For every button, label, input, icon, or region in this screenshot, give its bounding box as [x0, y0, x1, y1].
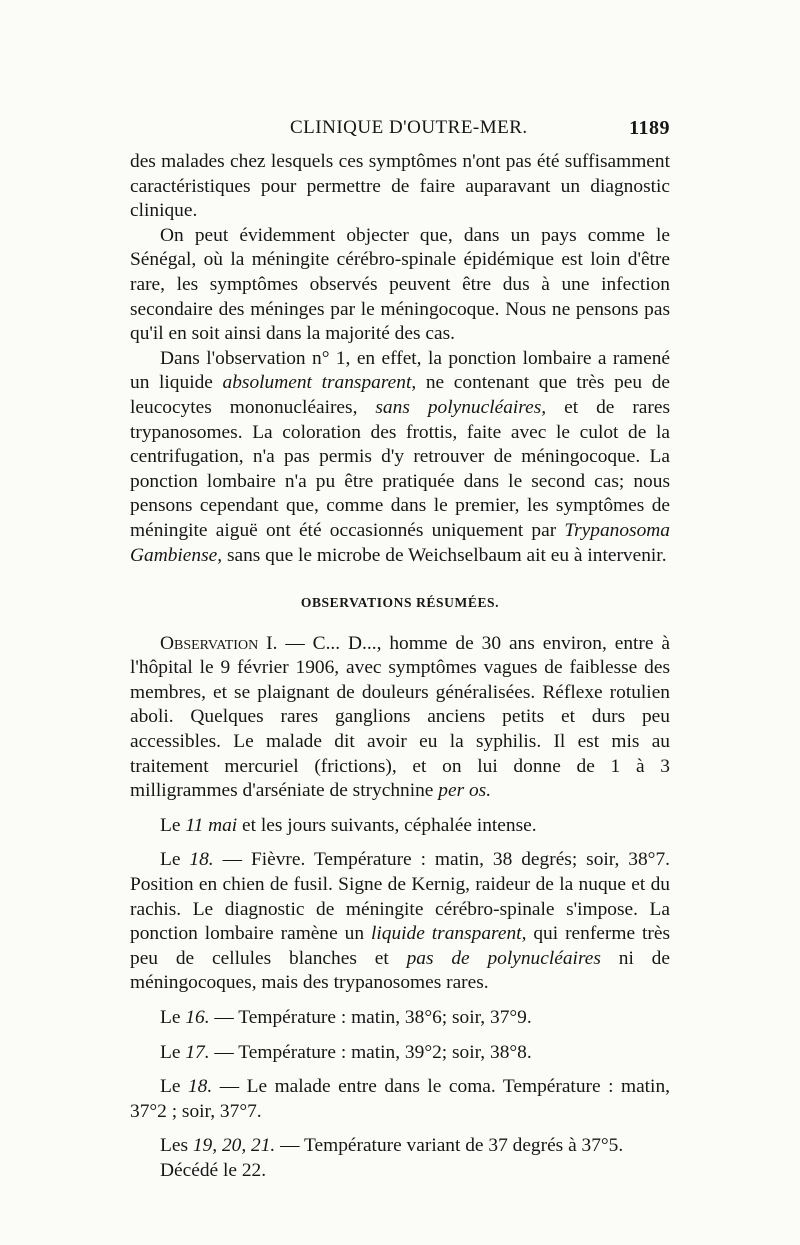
- observation-label: Observation: [160, 632, 259, 654]
- o4-text-c: — Température : matin, 38°6; soir, 37°9.: [209, 1007, 532, 1028]
- p3-italic-b: absolument transparent: [222, 372, 412, 394]
- o2-text-c: et les jours suivants, céphalée intense.: [237, 814, 537, 836]
- o4-italic-b: 16.: [185, 1007, 210, 1028]
- running-title: CLINIQUE D'OUTRE-MER.: [290, 117, 528, 138]
- o4-text-a: Le: [160, 1007, 186, 1028]
- o3-text-g: ni de méningocoques, mais des trypanosomes rares.: [130, 947, 670, 994]
- o2-italic-b: 11 mai: [185, 814, 238, 836]
- o3-text-e: qui renferme très peu de cellules blanches et: [130, 923, 670, 969]
- o3-text-c: — Fièvre. Température : matin, 38 degrés; soir, 38°7. Position en chien de fusil. Signe de Kernig, raideur de la nuque et du rachis. Le diagnostic de méningite cérébro-spinale s'impose. La ponction lombaire ramène un: [130, 849, 670, 945]
- paragraph-continued: des malades chez lesquels ces symptômes n'ont pas été suffisamment caractéristiques pour permettre de faire auparavant un diagnostic clinique.: [130, 151, 670, 222]
- o3-italic-f: pas de polynucléaires: [406, 947, 601, 969]
- observation-entry-19-21: [130, 1134, 670, 1159]
- o7-italic-b: 19, 20, 21.: [192, 1135, 276, 1157]
- o5-italic-b: 17.: [185, 1041, 210, 1063]
- o3-italic-b: 18.: [189, 849, 214, 871]
- section-title: OBSERVATIONS RÉSUMÉES.: [300, 595, 500, 611]
- o5-text-a: Le: [160, 1041, 186, 1063]
- o1-italic-b: per os.: [438, 780, 492, 802]
- o3-italic-d: liquide transparent,: [371, 923, 527, 945]
- p3-italic-d: sans polynucléaires,: [375, 396, 547, 418]
- p3-italic-f: Trypanosoma Gambiense,: [130, 519, 670, 566]
- observation-intro: [130, 632, 670, 804]
- o7-text-a: Les: [160, 1135, 193, 1157]
- o6-text-c: — Le malade entre dans le coma. Température : matin, 37°2 ; soir, 37°7.: [130, 1076, 670, 1122]
- o6-text-a: Le: [160, 1076, 188, 1098]
- paragraph-objection: On peut évidemment objecter que, dans un pays comme le Sénégal, où la méningite cérébro-spinale épidémique est loin d'être rare, les symptômes observés peuvent être dus à une infection secondaire des méninges par le méningocoque. Nous ne pensons pas qu'il en soit ainsi dans la majorité des cas.: [130, 224, 670, 345]
- observations: [130, 632, 670, 1184]
- p3-text-g: sans que le microbe de Weichselbaum ait eu à intervenir.: [222, 544, 667, 566]
- o1-text-a: I. — C... D..., homme de 30 ans environ, entre à l'hôpital le 9 février 1906, avec symptômes vagues de faiblesse des membres, et se plaignant de douleurs généralisées. Réflexe rotulien aboli. Quelques rares ganglions anciens petits et durs peu accessibles. Le malade dit avoir eu la syphilis. Il est mis au traitement mercuriel (frictions), et on lui donne de 1 à 3 milligrammes d'arséniate de strychnine: [130, 632, 670, 802]
- p3-text-a: Dans l'observation n° 1, en effet, la ponction lombaire a ramené un liquide: [130, 347, 670, 394]
- observation-entry-16: [130, 1006, 670, 1031]
- p3-text-e: et de rares trypanosomes. La coloration des frottis, faite avec le culot de la centrifugation, n'a pas permis d'y retrouver de méningocoque. La ponction lombaire n'a pu être pratiquée dans le second cas; nous pensons cependant que, comme dans le premier, les symptômes de méningite aiguë ont été occasionnés uniquement par: [130, 396, 671, 541]
- page-number: 1189: [629, 117, 670, 139]
- o3-text-a: Le: [160, 849, 190, 871]
- observation-entry-17: [130, 1041, 670, 1066]
- body-text: [130, 150, 670, 1194]
- observation-entry-11-mai: [130, 814, 670, 839]
- o5-text-c: — Température : matin, 39°2; soir, 38°8.: [209, 1041, 532, 1063]
- running-header: [130, 117, 670, 147]
- p3-text-c: , ne contenant que très peu de leucocytes mononucléaires,: [130, 372, 671, 418]
- o7-text-c: — Température variant de 37 degrés à 37°5.: [275, 1135, 624, 1157]
- o6-italic-b: 18.: [187, 1076, 213, 1098]
- o2-text-a: Le: [160, 814, 186, 836]
- observation-entry-18a: [130, 848, 670, 996]
- paragraph-observation-1: [130, 347, 670, 568]
- observation-entry-18b: [130, 1075, 670, 1124]
- observation-death: Décédé le 22.: [160, 1159, 267, 1181]
